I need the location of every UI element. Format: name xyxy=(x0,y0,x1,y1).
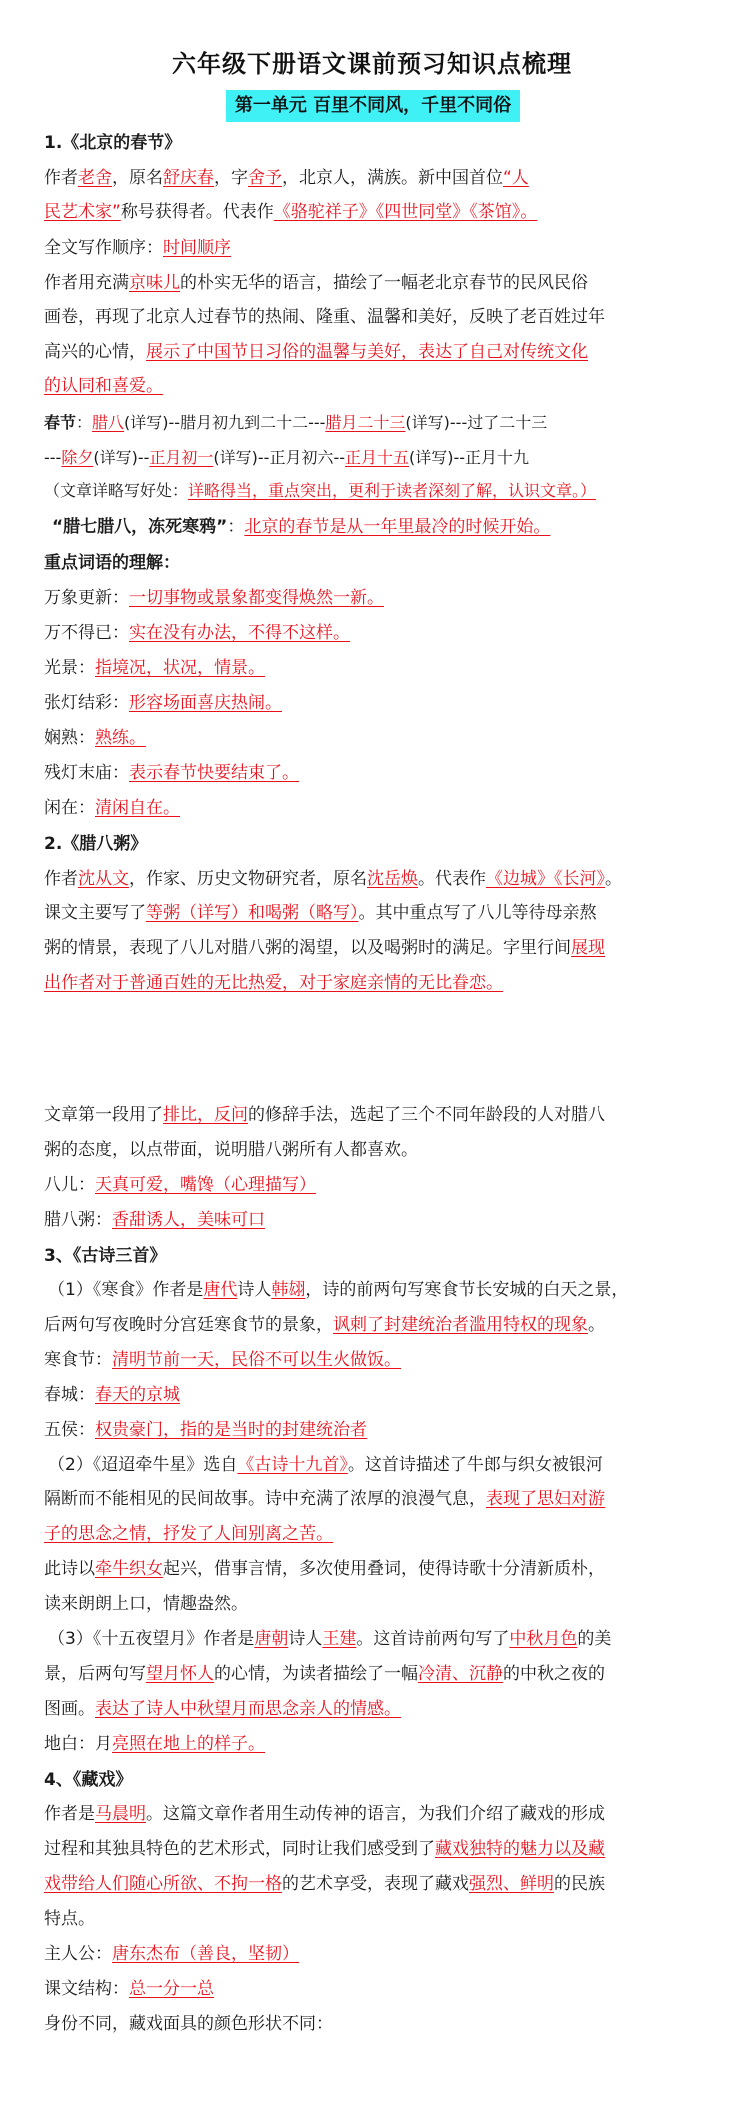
s4-line-1: 作者是马晨明。这篇文章作者用生动传神的语言，为我们介绍了藏戏的形成 xyxy=(44,1804,605,1824)
vocab-item: 闲在：清闲自在。 xyxy=(44,798,180,818)
s3-line-13: 图画。表达了诗人中秋望月而思念亲人的情感。 xyxy=(44,1699,401,1719)
s2-line-6: 粥的态度，以点带面，说明腊八粥所有人都喜欢。 xyxy=(44,1140,418,1160)
s1-line-11: “腊七腊八，冻死寒鸦”：北京的春节是从一年里最冷的时候开始。 xyxy=(52,517,551,537)
s2-line-7: 八儿：天真可爱，嘴馋（心理描写） xyxy=(44,1175,316,1195)
s2-line-5: 文章第一段用了排比，反问的修辞手法，选起了三个不同年龄段的人对腊八 xyxy=(44,1105,605,1125)
s3-line-1: （1）《寒食》作者是唐代诗人韩翃，诗的前两句写寒食节长安城的白天之景， xyxy=(48,1280,629,1300)
document-title: 六年级下册语文课前预习知识点梳理 xyxy=(172,50,572,78)
s2-line-1: 作者沈从文，作家、历史文物研究者，原名沈岳焕。代表作《边城》《长河》。 xyxy=(44,869,622,889)
s3-line-6: （2）《迢迢牵牛星》选自《古诗十九首》。这首诗描述了牛郎与织女被银河 xyxy=(48,1455,603,1475)
vocab-item: 残灯末庙：表示春节快要结束了。 xyxy=(44,763,299,783)
s1-line-8: 春节：腊八(详写)--腊月初九到二十二---腊月二十三(详写)---过了二十三 xyxy=(44,413,548,432)
s4-line-6: 课文结构：总一分一总 xyxy=(44,1979,214,1999)
s4-line-3: 戏带给人们随心所欲、不拘一格的艺术享受，表现了藏戏强烈、鲜明的民族 xyxy=(44,1874,605,1894)
s3-line-7: 隔断而不能相见的民间故事。诗中充满了浓厚的浪漫气息，表现了思妇对游 xyxy=(44,1489,605,1509)
s1-line-9: ---除夕(详写)--正月初一(详写)--正月初六--正月十五(详写)--正月十九 xyxy=(44,448,530,467)
s2-line-3: 粥的情景，表现了八儿对腊八粥的渴望，以及喝粥时的满足。字里行间展现 xyxy=(44,938,605,958)
vocab-item: 万不得已：实在没有办法，不得不这样。 xyxy=(44,623,350,643)
s1-line-1: 作者老舍，原名舒庆春，字舍予，北京人，满族。新中国首位“人 xyxy=(44,168,529,188)
section-2-heading: 2.《腊八粥》 xyxy=(44,834,148,854)
s3-line-4: 春城：春天的京城 xyxy=(44,1385,180,1405)
unit-banner: 第一单元 百里不同风，千里不同俗 xyxy=(226,90,520,122)
s4-line-5: 主人公：唐东杰布（善良，坚韧） xyxy=(44,1944,299,1964)
s3-line-12: 景，后两句写望月怀人的心情，为读者描绘了一幅冷清、沉静的中秋之夜的 xyxy=(44,1664,605,1684)
s2-line-4: 出作者对于普通百姓的无比热爱，对于家庭亲情的无比眷恋。 xyxy=(44,973,503,993)
section-1-heading: 1.《北京的春节》 xyxy=(44,133,182,153)
s3-line-5: 五侯：权贵豪门，指的是当时的封建统治者 xyxy=(44,1420,367,1440)
s2-line-2: 课文主要写了等粥（详写）和喝粥（略写）。其中重点写了八儿等待母亲熬 xyxy=(44,903,597,923)
s4-line-2: 过程和其独具特色的艺术形式，同时让我们感受到了藏戏独特的魅力以及藏 xyxy=(44,1839,605,1859)
s1-line-3: 全文写作顺序：时间顺序 xyxy=(44,238,231,258)
s2-line-8: 腊八粥：香甜诱人，美味可口 xyxy=(44,1210,265,1230)
s1-line-5: 画卷，再现了北京人过春节的热闹、隆重、温馨和美好，反映了老百姓过年 xyxy=(44,307,605,327)
s1-line-10: （文章详略写好处：详略得当，重点突出，更利于读者深刻了解，认识文章。） xyxy=(44,481,597,500)
s3-line-3: 寒食节：清明节前一天，民俗不可以生火做饭。 xyxy=(44,1350,401,1370)
vocab-item: 万象更新：一切事物或景象都变得焕然一新。 xyxy=(44,588,384,608)
s4-line-4: 特点。 xyxy=(44,1909,95,1929)
vocab-heading: 重点词语的理解： xyxy=(44,553,180,573)
s3-line-14: 地白：月亮照在地上的样子。 xyxy=(44,1734,265,1754)
vocab-item: 娴熟：熟练。 xyxy=(44,728,146,748)
s1-line-2: 民艺术家”称号获得者。代表作《骆驼祥子》《四世同堂》《茶馆》。 xyxy=(44,202,538,222)
vocab-item: 光景：指境况，状况，情景。 xyxy=(44,658,265,678)
s3-line-9: 此诗以牵牛织女起兴，借事言情，多次使用叠词，使得诗歌十分清新质朴， xyxy=(44,1559,605,1579)
s1-line-4: 作者用充满京味儿的朴实无华的语言，描绘了一幅老北京春节的民风民俗 xyxy=(44,273,588,293)
s3-line-8: 子的思念之情，抒发了人间别离之苦。 xyxy=(44,1524,333,1544)
vocab-item: 张灯结彩：形容场面喜庆热闹。 xyxy=(44,693,282,713)
s3-line-2: 后两句写夜晚时分宫廷寒食节的景象，讽刺了封建统治者滥用特权的现象。 xyxy=(44,1315,605,1335)
s4-line-7: 身份不同，藏戏面具的颜色形状不同： xyxy=(44,2014,333,2034)
s1-line-6: 高兴的心情，展示了中国节日习俗的温馨与美好，表达了自己对传统文化 xyxy=(44,342,588,362)
s1-line-7: 的认同和喜爱。 xyxy=(44,376,163,396)
section-3-heading: 3、《古诗三首》 xyxy=(44,1246,167,1266)
s3-line-11: （3）《十五夜望月》作者是唐朝诗人王建。这首诗前两句写了中秋月色的美 xyxy=(48,1629,612,1649)
section-4-heading: 4、《藏戏》 xyxy=(44,1770,133,1790)
s3-line-10: 读来朗朗上口，情趣盎然。 xyxy=(44,1594,248,1614)
